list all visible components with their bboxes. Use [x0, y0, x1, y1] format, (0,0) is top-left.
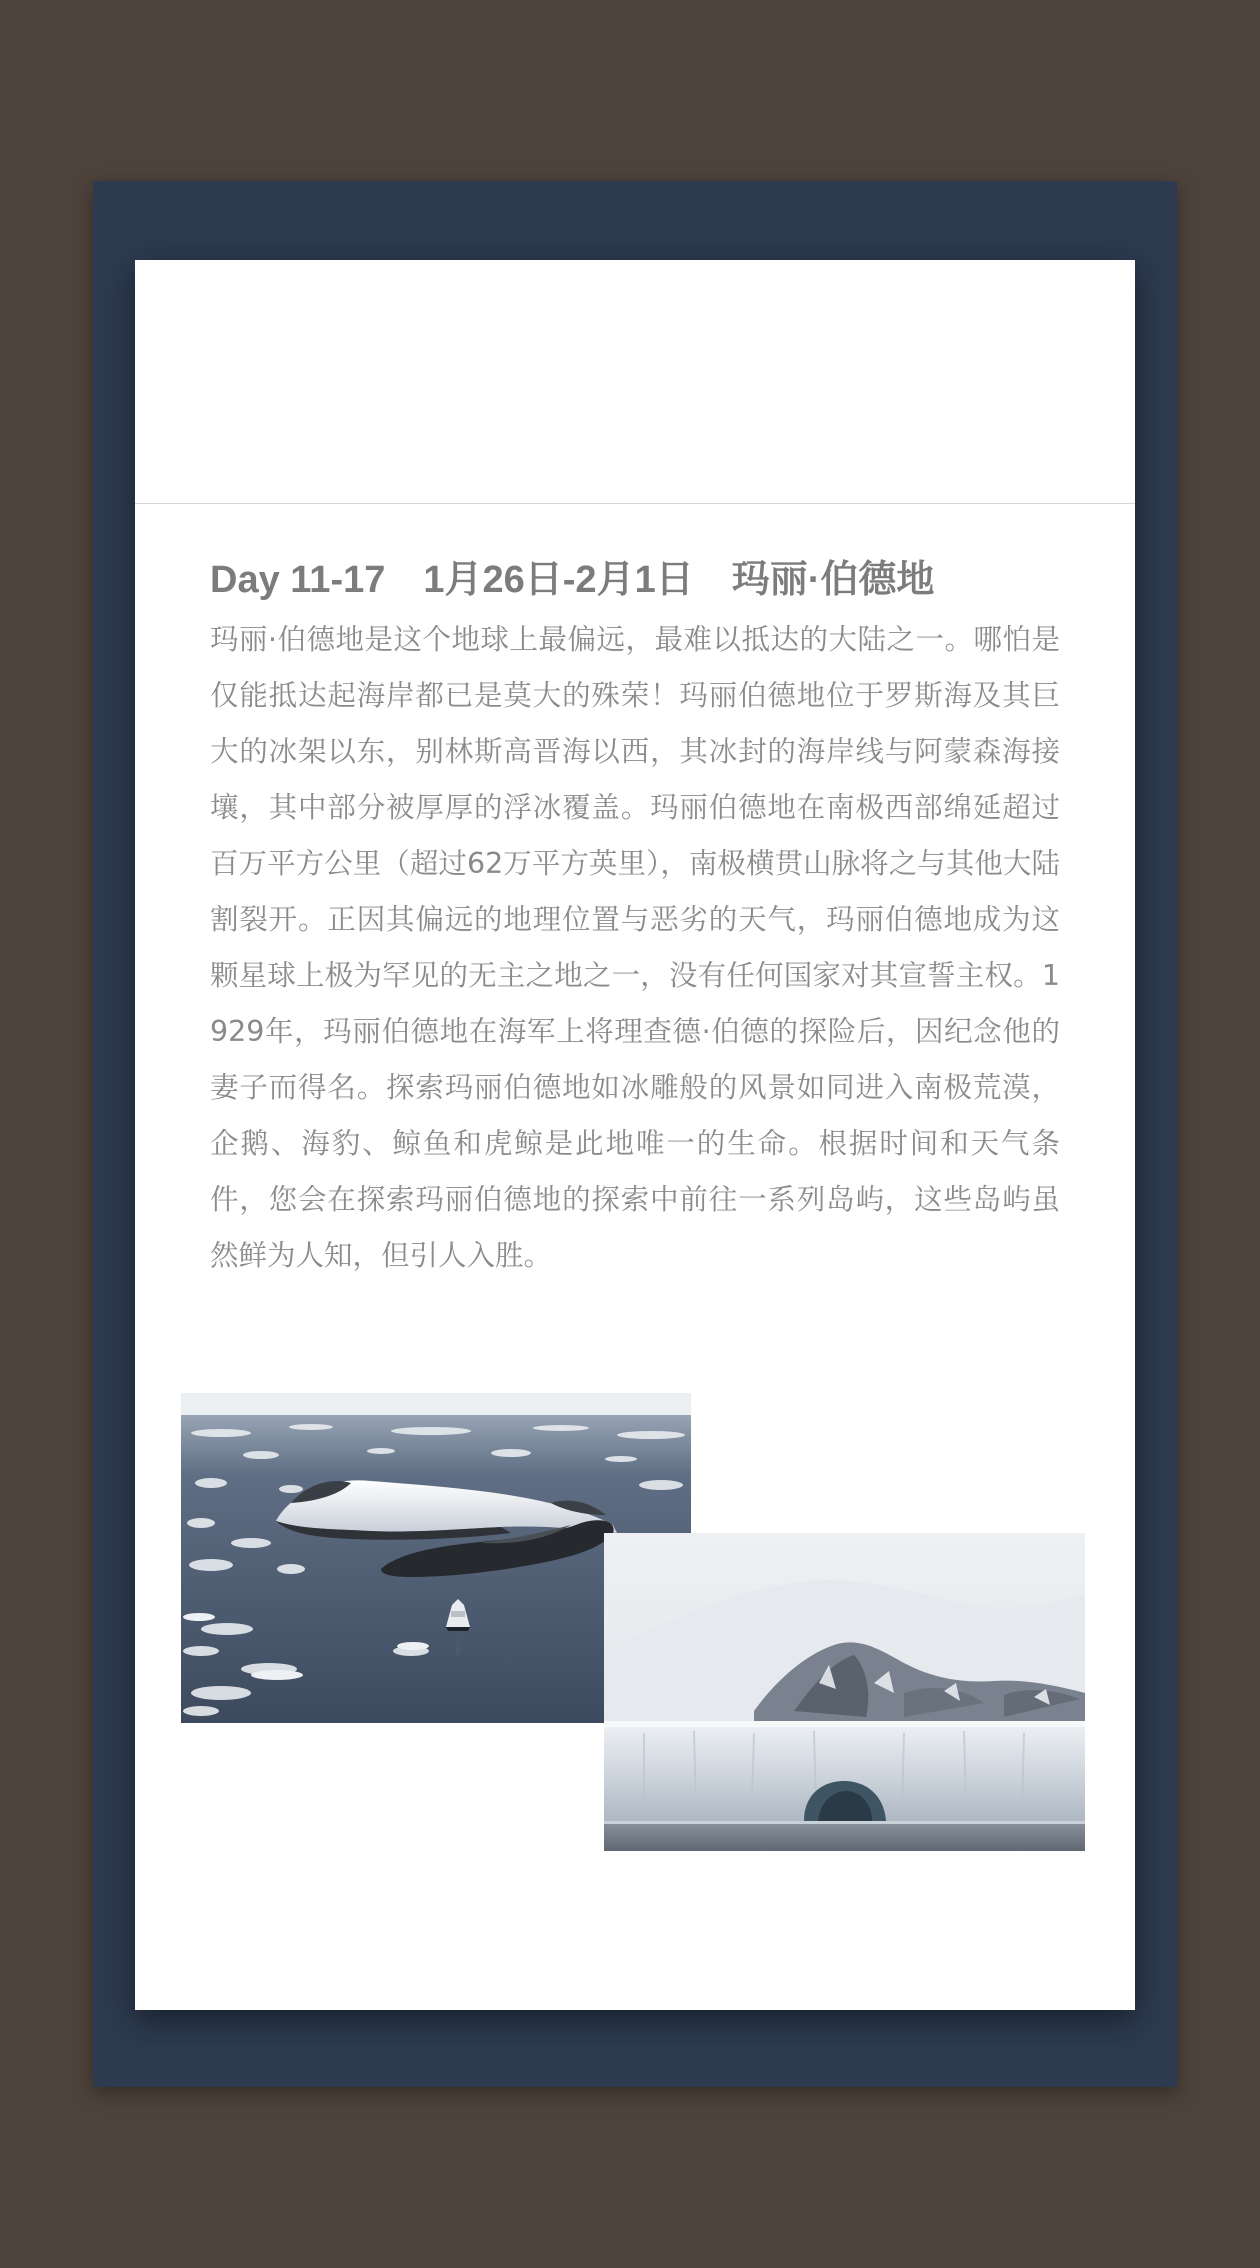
destination-description: 玛丽·伯德地是这个地球上最偏远，最难以抵达的大陆之一。哪怕是仅能抵达起海岸都已是莫大的殊荣！玛丽伯德地位于罗斯海及其巨大的冰架以东，别林斯高晋海以西，其冰封的海岸线与阿蒙森海接壤，其中部分被厚厚的浮冰覆盖。玛丽伯德地在南极西部绵延超过百万平方公里（超过62万平方英里），南极横贯山脉将之与其他大陆割裂开。正因其偏远的地理位置与恶劣的天气，玛丽伯德地成为这颗星球上极为罕见的无主之地之一，没有任何国家对其宣誓主权。1929年，玛丽伯德地在海军上将理查德·伯德的探险后，因纪念他的妻子而得名。探索玛丽伯德地如冰雕般的风景如同进入南极荒漠，企鹅、海豹、鲸鱼和虎鲸是此地唯一的生命。根据时间和天气条件，您会在探索玛丽伯德地的探索中前往一系列岛屿，这些岛屿虽然鲜为人知，但引人入胜。 — [210, 623, 1060, 1272]
page-header-area — [135, 260, 1135, 503]
destination-name: 玛丽·伯德地 — [731, 559, 935, 601]
day-range: Day 11-17 — [210, 559, 386, 601]
header-divider — [135, 503, 1135, 504]
brochure-page — [135, 260, 1135, 2010]
itinerary-heading — [210, 556, 1090, 604]
date-range: 1月26日-2月1日 — [423, 559, 694, 601]
ice-shelf-photo — [604, 1533, 1085, 1851]
